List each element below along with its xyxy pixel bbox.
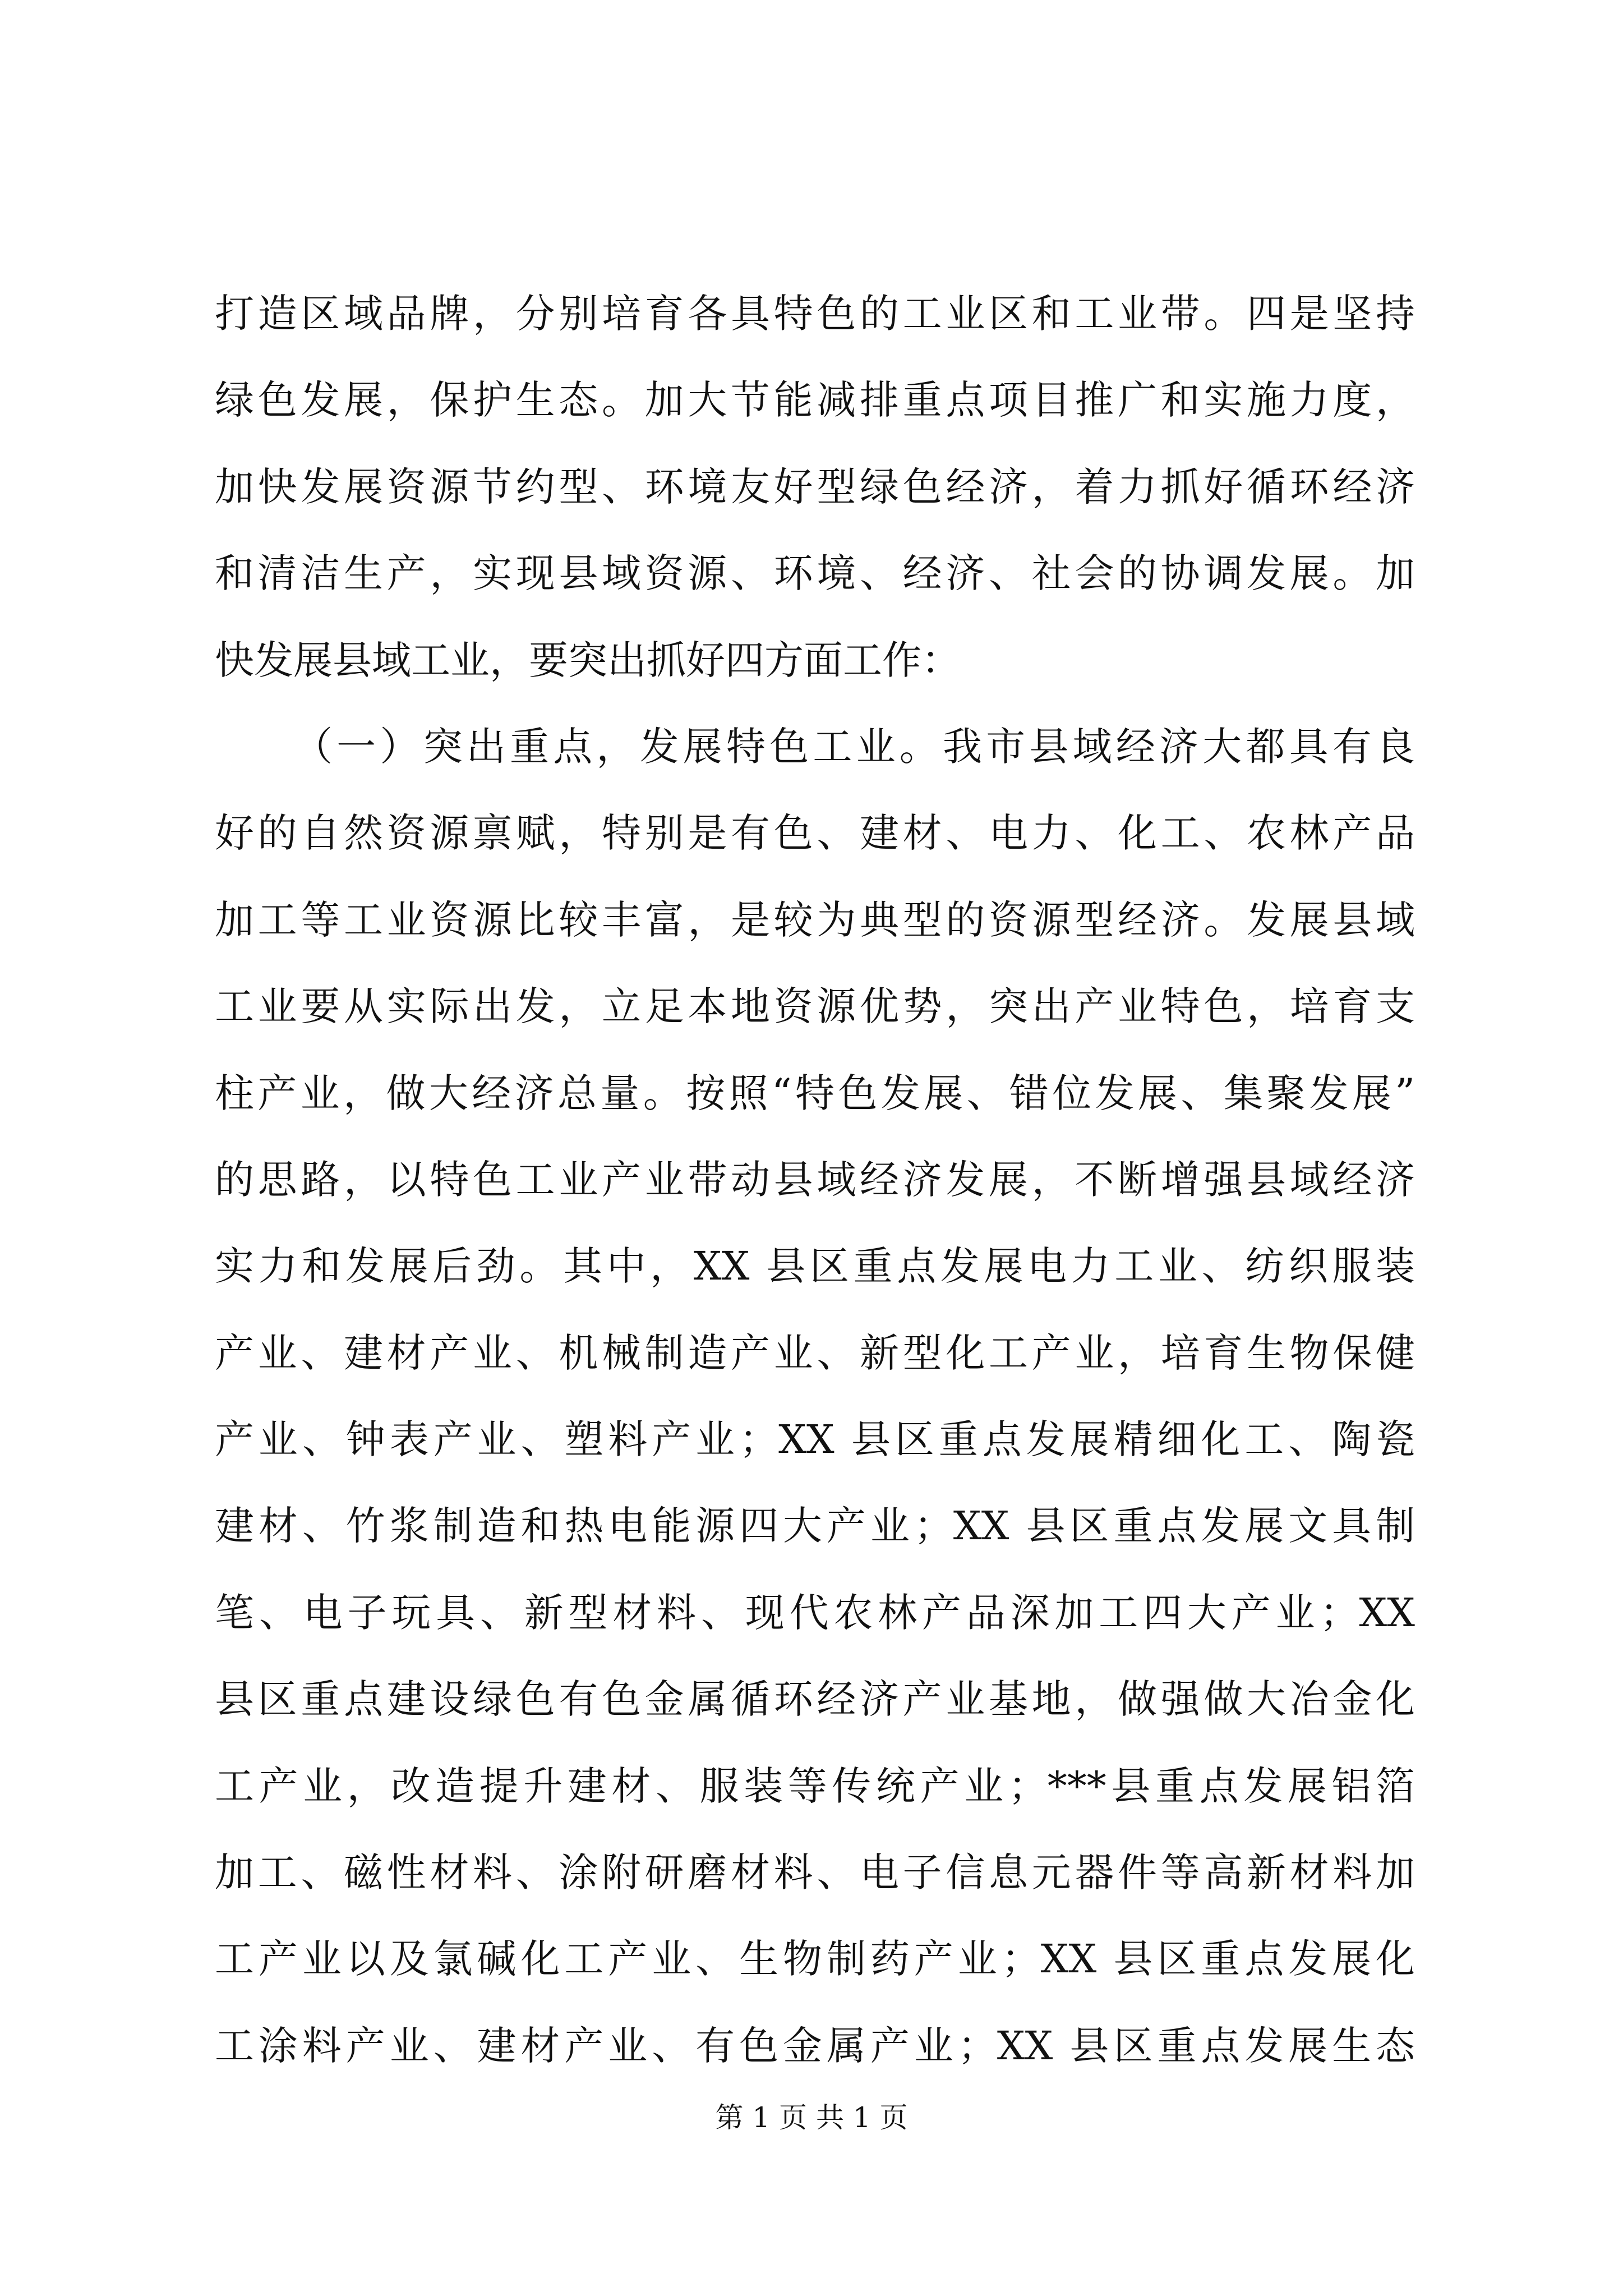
page-footer: 第 1 页 共 1 页: [715, 2101, 908, 2134]
text-line: 打造区域品牌，分别培育各具特色的工业区和工业带。四是坚持: [215, 291, 1415, 337]
text-line: 快发展县域工业，要突出抓好四方面工作：: [215, 637, 961, 683]
text-line: 好的自然资源禀赋，特别是有色、建材、电力、化工、农林产品: [215, 810, 1415, 857]
text-line: 加工等工业资源比较丰富，是较为典型的资源型经济。发展县域: [215, 896, 1415, 943]
text-line: 建材、竹浆制造和热电能源四大产业；XX 县区重点发展文具制: [215, 1503, 1415, 1549]
text-line: 县区重点建设绿色有色金属循环经济产业基地，做强做大冶金化: [215, 1676, 1415, 1723]
text-line: 绿色发展，保护生态。加大节能减排重点项目推广和实施力度，: [215, 377, 1415, 424]
text-line: 工涂料产业、建材产业、有色金属产业；XX 县区重点发展生态: [215, 2022, 1415, 2069]
text-line: 产业、钟表产业、塑料产业；XX 县区重点发展精细化工、陶瓷: [215, 1416, 1415, 1463]
text-line: 加快发展资源节约型、环境友好型绿色经济，着力抓好循环经济: [215, 463, 1415, 510]
text-line: 柱产业，做大经济总量。按照“特色发展、错位发展、集聚发展”: [215, 1070, 1415, 1116]
paragraph-first-line: （一）突出重点，发展特色工业。我市县域经济大都具有良: [293, 723, 1415, 770]
text-line: 实力和发展后劲。其中，XX 县区重点发展电力工业、纺织服装: [215, 1243, 1415, 1290]
body-text: [215, 270, 1415, 2089]
text-line: 的思路，以特色工业产业带动县域经济发展，不断增强县域经济: [215, 1156, 1415, 1203]
text-line: 加工、磁性材料、涂附研磨材料、电子信息元器件等高新材料加: [215, 1849, 1415, 1896]
text-line: 产业、建材产业、机械制造产业、新型化工产业，培育生物保健: [215, 1329, 1415, 1376]
text-line: 笔、电子玩具、新型材料、现代农林产品深加工四大产业；XX: [215, 1589, 1415, 1636]
text-line: 和清洁生产，实现县域资源、环境、经济、社会的协调发展。加: [215, 550, 1415, 597]
text-line: 工业要从实际出发，立足本地资源优势，突出产业特色，培育支: [215, 983, 1415, 1030]
text-line: 工产业，改造提升建材、服装等传统产业；***县重点发展铝箔: [215, 1763, 1415, 1809]
text-line: 工产业以及氯碱化工产业、生物制药产业；XX 县区重点发展化: [215, 1936, 1415, 1982]
